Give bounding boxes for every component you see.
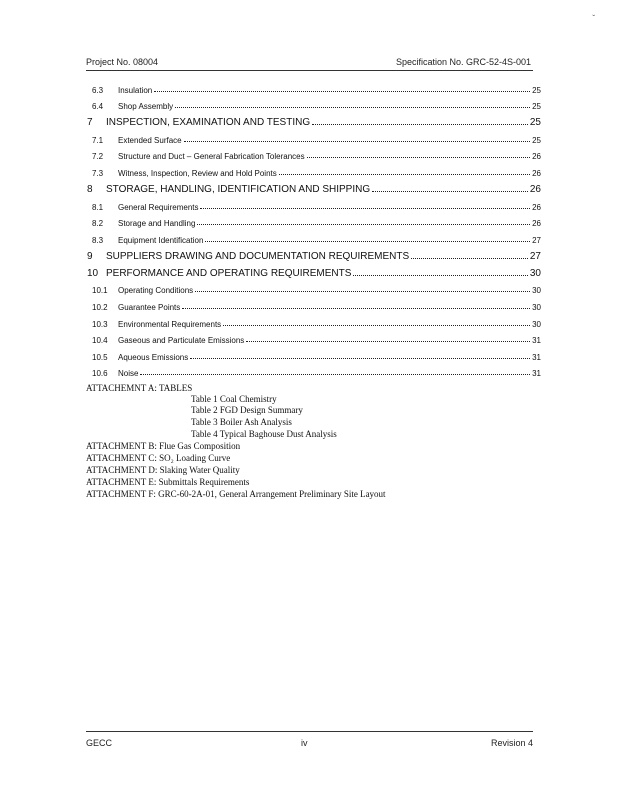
toc-dot-leader bbox=[200, 208, 530, 209]
toc-entry-number: 10.3 bbox=[92, 319, 108, 329]
attachment-a-table-2: Table 2 FGD Design Summary bbox=[191, 405, 303, 415]
toc-dot-leader bbox=[246, 341, 530, 342]
header-specification-number: Specification No. GRC-52-4S-001 bbox=[395, 57, 531, 67]
toc-entry-page: 30 bbox=[532, 286, 541, 296]
toc-dot-leader bbox=[195, 291, 530, 292]
toc-entry-page: 30 bbox=[532, 302, 541, 312]
attachment-c: ATTACHMENT C: SO₂ Loading Curve bbox=[86, 453, 231, 463]
toc-entry-number: 10.2 bbox=[92, 302, 108, 312]
toc-entry-page: 25 bbox=[529, 117, 541, 129]
toc-entry-title: PERFORMANCE AND OPERATING REQUIREMENTS bbox=[106, 267, 352, 279]
toc-entry-number: 8.1 bbox=[92, 202, 104, 212]
toc-entry-page: 30 bbox=[532, 319, 541, 329]
toc-subsection-entry bbox=[86, 345, 541, 362]
toc-entry-page: 31 bbox=[532, 369, 541, 379]
toc-subsection-entry bbox=[86, 195, 541, 212]
toc-dot-leader bbox=[175, 107, 530, 108]
toc-entry-page: 26 bbox=[532, 168, 541, 178]
toc-entry-title: SUPPLIERS DRAWING AND DOCUMENTATION REQUIREMENTS bbox=[106, 250, 410, 262]
toc-dot-leader bbox=[190, 358, 530, 359]
toc-entry-number: 10.6 bbox=[92, 369, 108, 379]
toc-entry-title: Extended Surface bbox=[118, 135, 182, 145]
table-of-contents bbox=[86, 78, 541, 378]
toc-dot-leader bbox=[411, 258, 528, 259]
toc-dot-leader bbox=[312, 124, 528, 125]
toc-dot-leader bbox=[182, 308, 530, 309]
footer-organization: GECC bbox=[86, 738, 113, 748]
attachment-a-table-4: Table 4 Typical Baghouse Dust Analysis bbox=[191, 429, 337, 439]
toc-subsection-entry bbox=[86, 212, 541, 229]
toc-dot-leader bbox=[197, 224, 530, 225]
toc-entry-number: 8 bbox=[87, 183, 93, 195]
toc-entry-number: 6.3 bbox=[92, 85, 104, 95]
attachment-a-label: ATTACHEMNT A: TABLES bbox=[86, 383, 193, 393]
toc-section-entry bbox=[86, 111, 541, 128]
toc-entry-title: Shop Assembly bbox=[118, 102, 174, 112]
toc-entry-title: Equipment Identification bbox=[118, 235, 204, 245]
toc-entry-title: STORAGE, HANDLING, IDENTIFICATION AND SHIPPING bbox=[106, 183, 371, 195]
toc-entry-page: 26 bbox=[532, 219, 541, 229]
toc-entry-title: Structure and Duct – General Fabrication Tolerances bbox=[118, 152, 305, 162]
attachment-b: ATTACHMENT B: Flue Gas Composition bbox=[86, 441, 241, 451]
toc-entry-title: Storage and Handling bbox=[118, 219, 196, 229]
toc-subsection-entry bbox=[86, 295, 541, 312]
toc-entry-number: 6.4 bbox=[92, 102, 104, 112]
toc-entry-page: 26 bbox=[529, 183, 541, 195]
toc-section-entry bbox=[86, 178, 541, 195]
toc-entry-page: 31 bbox=[532, 352, 541, 362]
toc-dot-leader bbox=[372, 191, 528, 192]
toc-dot-leader bbox=[205, 241, 530, 242]
toc-entry-page: 25 bbox=[532, 102, 541, 112]
toc-entry-page: 31 bbox=[532, 336, 541, 346]
toc-entry-page: 25 bbox=[532, 85, 541, 95]
toc-entry-number: 10.5 bbox=[92, 352, 108, 362]
toc-entry-title: General Requirements bbox=[118, 202, 199, 212]
toc-dot-leader bbox=[184, 141, 530, 142]
toc-entry-number: 7.1 bbox=[92, 135, 104, 145]
toc-entry-page: 27 bbox=[532, 235, 541, 245]
attachment-a-table-1: Table 1 Coal Chemistry bbox=[191, 394, 277, 404]
toc-subsection-entry bbox=[86, 228, 541, 245]
attachment-f: ATTACHMENT F: GRC-60-2A-01, General Arrangement Preliminary Site Layout bbox=[86, 489, 386, 499]
toc-section-entry bbox=[86, 262, 541, 279]
toc-dot-leader bbox=[307, 157, 530, 158]
footer-page-number: iv bbox=[301, 738, 308, 748]
toc-subsection-entry bbox=[86, 279, 541, 296]
toc-entry-title: Aqueous Emissions bbox=[118, 352, 189, 362]
toc-entry-title: Environmental Requirements bbox=[118, 319, 222, 329]
attachment-d: ATTACHMENT D: Slaking Water Quality bbox=[86, 465, 240, 475]
toc-dot-leader bbox=[140, 374, 530, 375]
toc-entry-number: 8.3 bbox=[92, 235, 104, 245]
toc-subsection-entry bbox=[86, 161, 541, 178]
toc-entry-title: Guarantee Points bbox=[118, 302, 181, 312]
toc-entry-page: 26 bbox=[532, 152, 541, 162]
toc-entry-title: Witness, Inspection, Review and Hold Points bbox=[118, 168, 277, 178]
toc-entry-number: 10 bbox=[87, 267, 99, 279]
toc-entry-title: Gaseous and Particulate Emissions bbox=[118, 336, 245, 346]
toc-entry-page: 27 bbox=[529, 250, 541, 262]
toc-entry-number: 8.2 bbox=[92, 219, 104, 229]
toc-dot-leader bbox=[353, 275, 527, 276]
toc-subsection-entry bbox=[86, 95, 541, 112]
toc-entry-title: Noise bbox=[118, 369, 139, 379]
toc-dot-leader bbox=[154, 91, 530, 92]
toc-entry-title: Insulation bbox=[118, 85, 153, 95]
header-rule bbox=[86, 70, 533, 71]
toc-subsection-entry bbox=[86, 362, 541, 379]
footer-revision: Revision 4 bbox=[490, 738, 533, 748]
attachment-a-table-3: Table 3 Boiler Ash Analysis bbox=[191, 417, 292, 427]
toc-subsection-entry bbox=[86, 329, 541, 346]
toc-entry-number: 7.2 bbox=[92, 152, 104, 162]
attachment-e: ATTACHMENT E: Submittals Requirements bbox=[86, 477, 250, 487]
toc-entry-page: 25 bbox=[532, 135, 541, 145]
toc-subsection-entry bbox=[86, 312, 541, 329]
toc-subsection-entry bbox=[86, 145, 541, 162]
header-project-number: Project No. 08004 bbox=[86, 57, 159, 67]
toc-entry-number: 10.1 bbox=[92, 286, 108, 296]
toc-entry-page: 26 bbox=[532, 202, 541, 212]
toc-section-entry bbox=[86, 245, 541, 262]
toc-entry-number: 7 bbox=[87, 117, 93, 129]
toc-entry-page: 30 bbox=[529, 267, 541, 279]
toc-dot-leader bbox=[223, 325, 530, 326]
toc-entry-number: 10.4 bbox=[92, 336, 108, 346]
toc-entry-title: INSPECTION, EXAMINATION AND TESTING bbox=[106, 117, 311, 129]
toc-entry-number: 7.3 bbox=[92, 168, 104, 178]
toc-entry-title: Operating Conditions bbox=[118, 286, 194, 296]
toc-entry-number: 9 bbox=[87, 250, 93, 262]
toc-dot-leader bbox=[279, 174, 530, 175]
toc-subsection-entry bbox=[86, 78, 541, 95]
toc-subsection-entry bbox=[86, 128, 541, 145]
footer-rule bbox=[86, 731, 533, 732]
scan-mark: ˇ bbox=[592, 14, 595, 23]
